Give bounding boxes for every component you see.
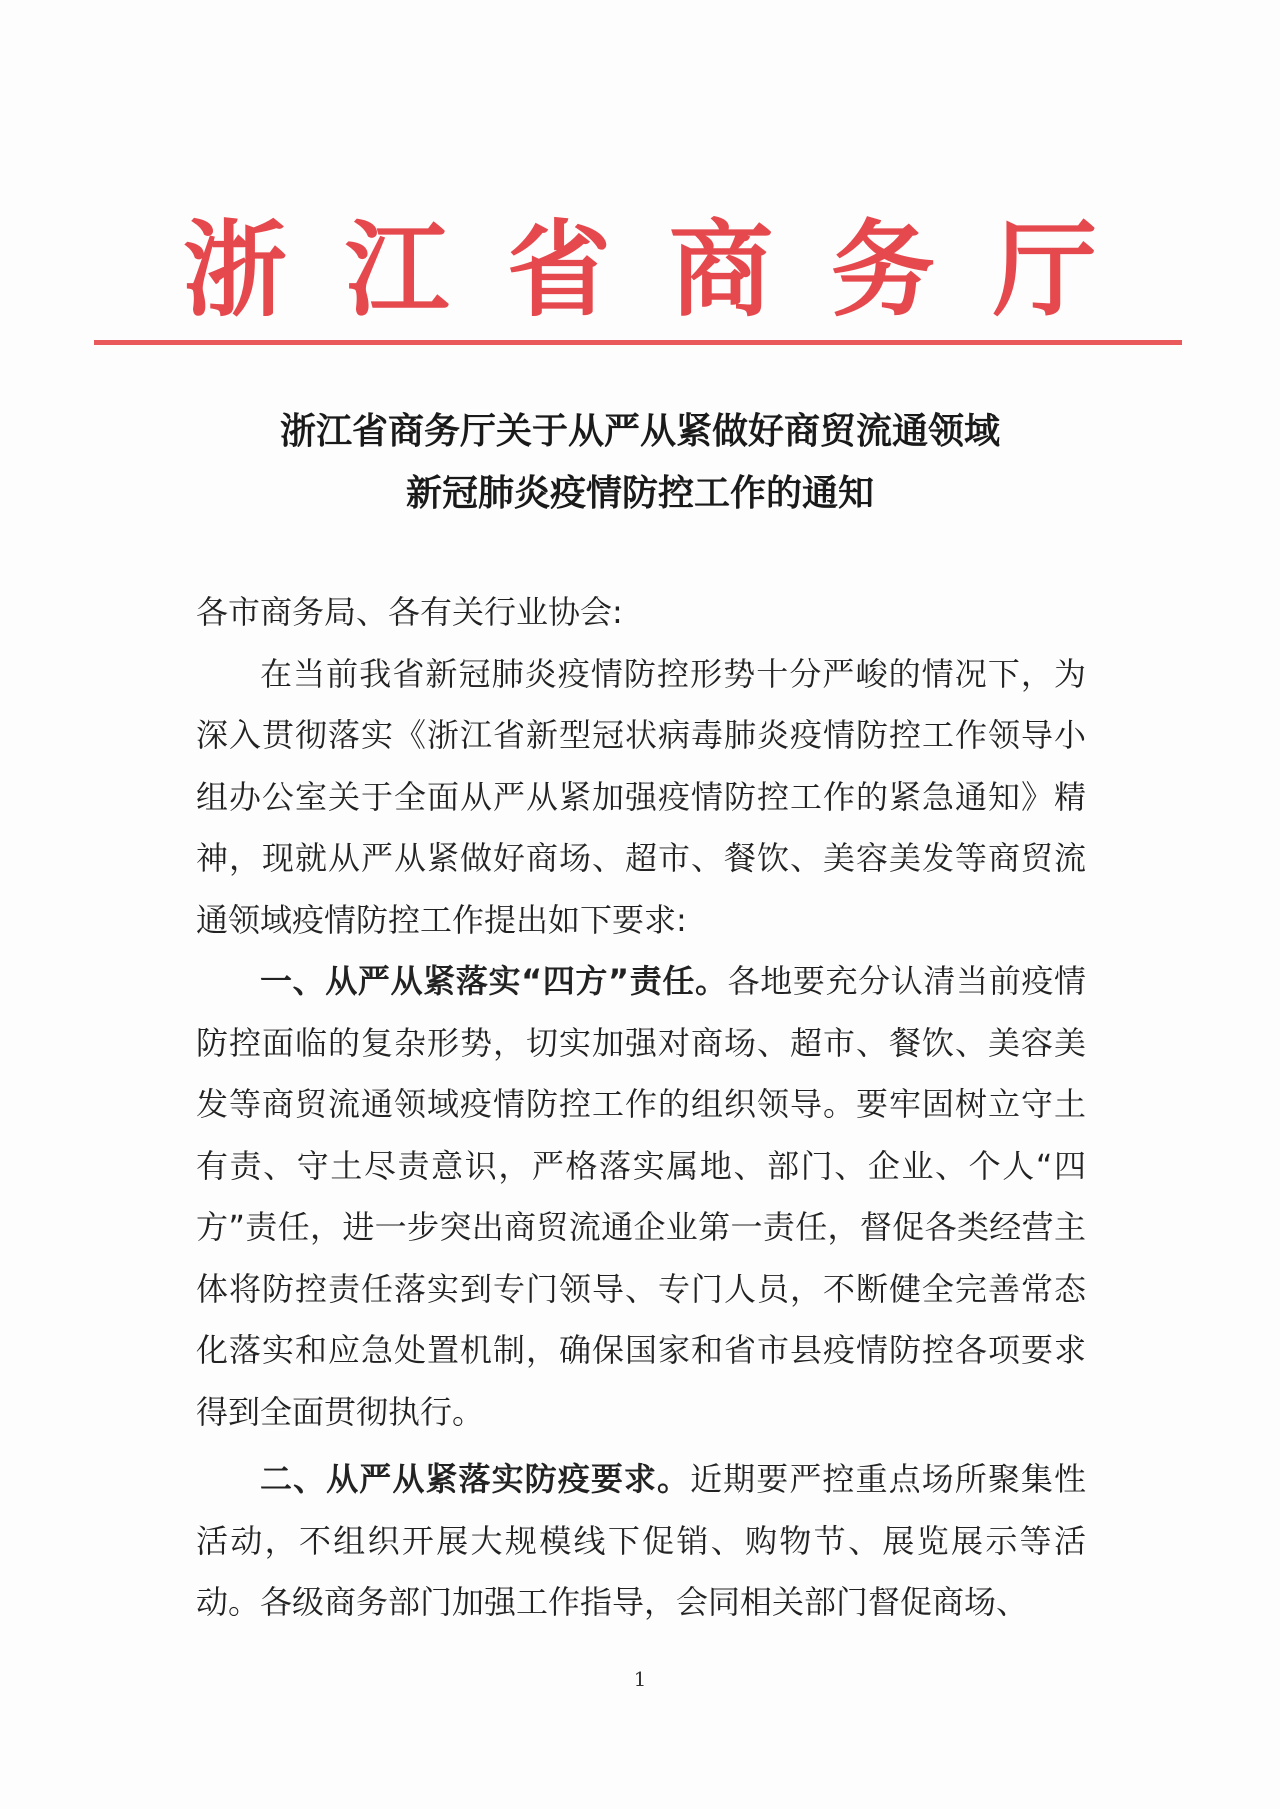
document-title-line-1: 浙江省商务厅关于从严从紧做好商贸流通领域 bbox=[279, 410, 1000, 452]
salutation: 各市商务局、各有关行业协会: bbox=[196, 593, 623, 631]
letterhead-org-name: 浙江省商务厅 bbox=[182, 208, 1155, 331]
document-title-line-2: 新冠肺炎疫情防控工作的通知 bbox=[405, 472, 874, 514]
page-number: 1 bbox=[633, 1667, 647, 1691]
section-2-heading: 二、从严从紧落实防疫要求。 bbox=[260, 1460, 691, 1498]
section-1-heading: 一、从严从紧落实“四方”责任。 bbox=[260, 962, 728, 1000]
section-1-paragraph bbox=[196, 951, 1086, 1443]
section-2-text: 近期要严控重点场所聚集性活动，不组织开展大规模线下促销、购物节、展览展示等活动。各级商务部门加强工作指导，会同相关部门督促商场、 bbox=[196, 1460, 1086, 1621]
section-1-text: 各地要充分认清当前疫情防控面临的复杂形势，切实加强对商场、超市、餐饮、美容美发等商贸流通领域疫情防控工作的组织领导。要牢固树立守土有责、守土尽责意识，严格落实属地、部门、企业、个人“四方”责任，进一步突出商贸流通企业第一责任，督促各类经营主体将防控责任落实到专门领导、专门人员，不断健全完善常态化落实和应急处置机制，确保国家和省市县疫情防控各项要求得到全面贯彻执行。 bbox=[196, 962, 1086, 1431]
letterhead-red-rule bbox=[94, 340, 1182, 345]
document-body bbox=[196, 582, 1086, 1634]
intro-paragraph: 在当前我省新冠肺炎疫情防控形势十分严峻的情况下，为深入贯彻落实《浙江省新型冠状病毒肺炎疫情防控工作领导小组办公室关于全面从严从紧加强疫情防控工作的紧急通知》精神，现就从严从紧做好商场、超市、餐饮、美容美发等商贸流通领域疫情防控工作提出如下要求: bbox=[196, 654, 1086, 939]
document-title bbox=[150, 400, 1130, 524]
section-2-paragraph bbox=[196, 1449, 1086, 1634]
